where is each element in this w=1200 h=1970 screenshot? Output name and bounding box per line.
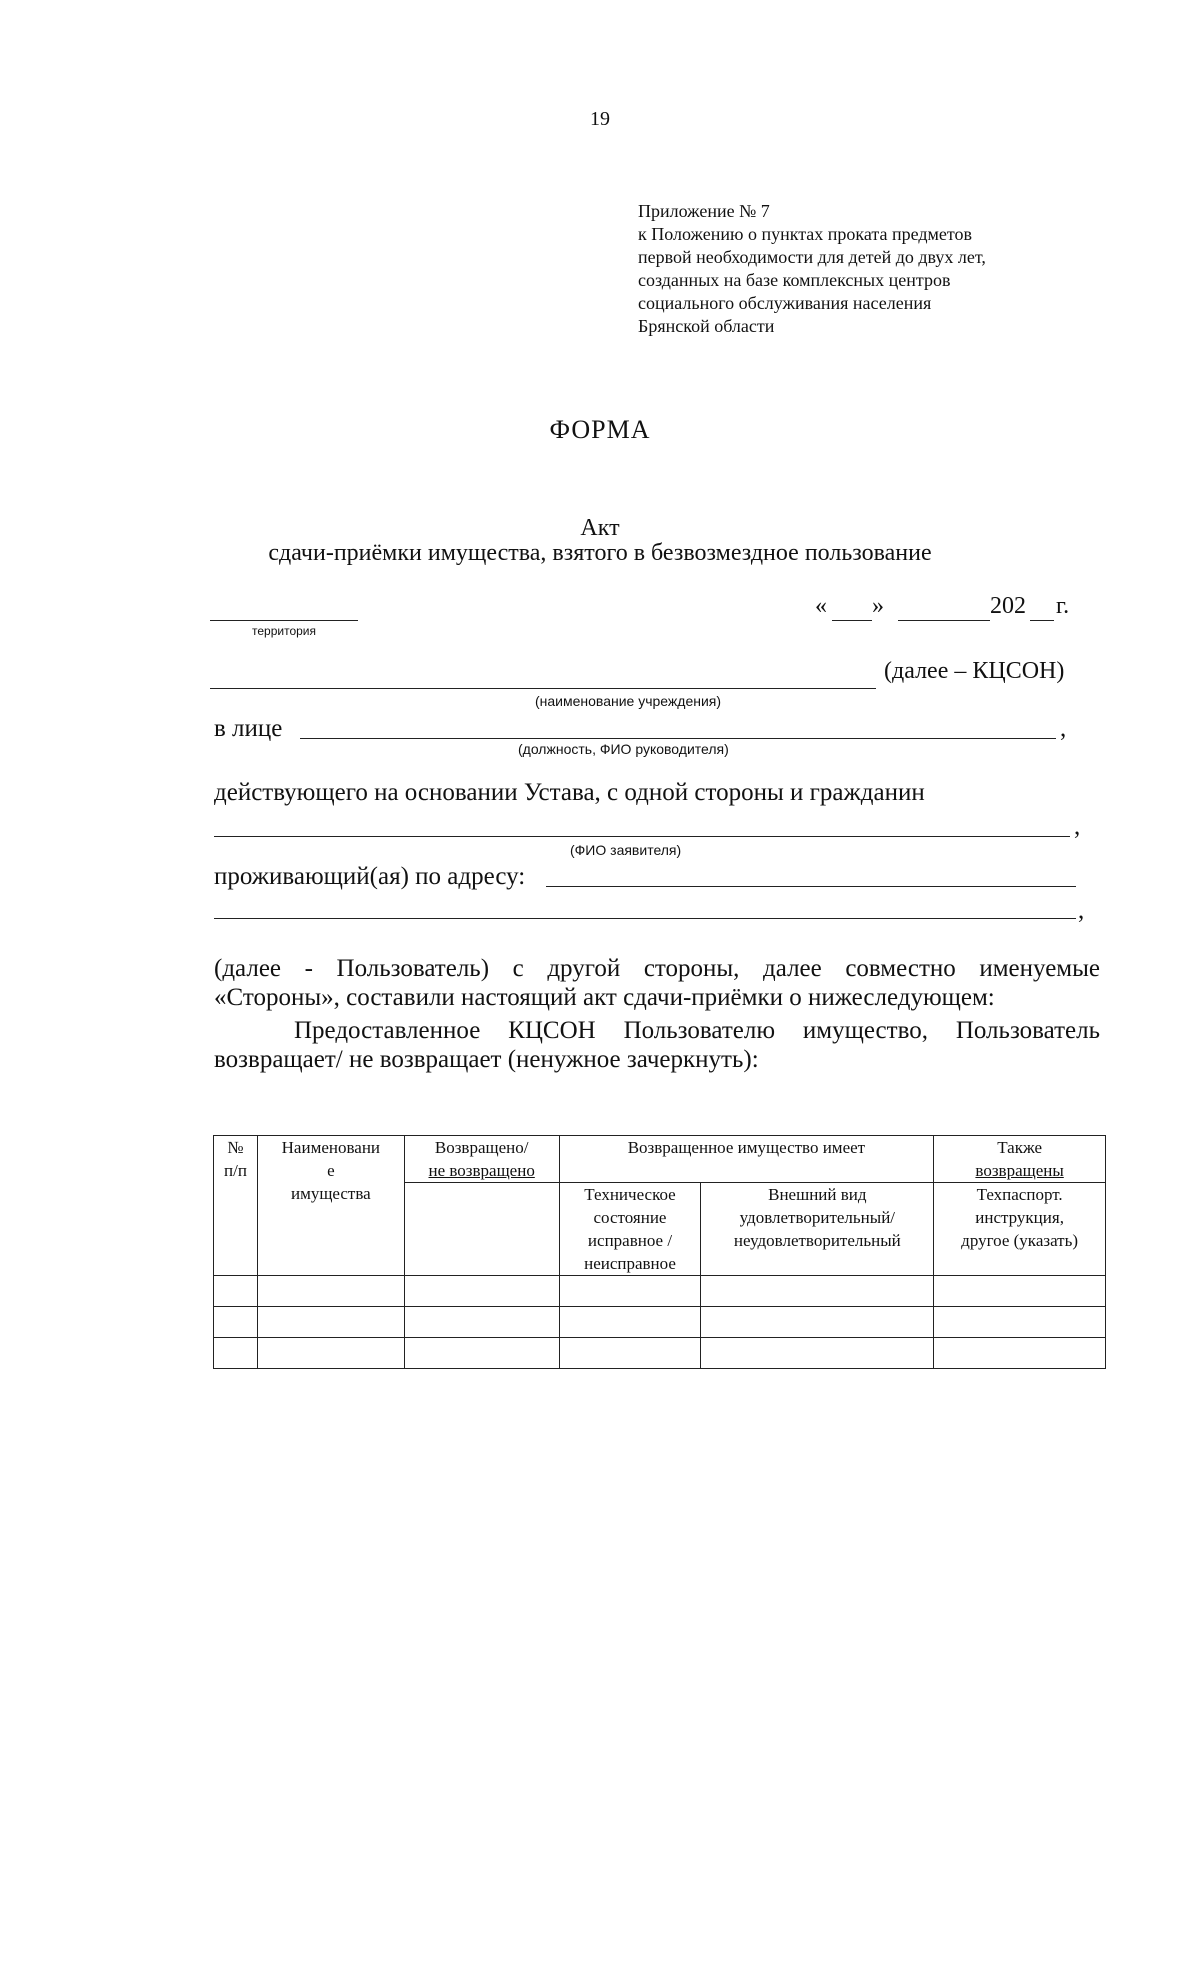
kcson-text: (далее – КЦСОН) — [884, 658, 1065, 684]
appendix-line: Приложение № 7 — [638, 201, 770, 221]
page-number: 19 — [590, 108, 610, 130]
appendix-line: Брянской области — [638, 316, 775, 336]
paragraph-1-line-2: «Стороны», составили настоящий акт сдачи-приёмки о нижеследующем: — [214, 984, 995, 1011]
date-year-line[interactable] — [1030, 620, 1054, 621]
table-row — [214, 1338, 1106, 1369]
paragraph-2-line-1: Предоставленное КЦСОН Пользователю имущество, Пользователь — [294, 1017, 1100, 1044]
address-line-2[interactable] — [214, 918, 1076, 919]
header-cell-name: Наименовани е имущества — [257, 1136, 404, 1276]
appendix-line: созданных на базе комплексных центров — [638, 270, 951, 290]
address-line[interactable] — [546, 886, 1076, 887]
appendix-line: к Положению о пунктах проката предметов — [638, 224, 973, 244]
property-table — [213, 1135, 1106, 1369]
comma: , — [1078, 897, 1085, 924]
table-header-row — [214, 1136, 1106, 1183]
header-cell-also-returned: Также возвращены — [934, 1136, 1106, 1183]
header-cell-number: № п/п — [214, 1136, 258, 1276]
appendix-block — [638, 200, 1118, 338]
table-row — [214, 1276, 1106, 1307]
comma: , — [1074, 813, 1081, 840]
header-cell-property: Возвращенное имущество имеет — [559, 1136, 934, 1183]
acting-text: действующего на основании Устава, с одной стороны и гражданин — [214, 779, 925, 806]
date-day-line[interactable] — [832, 620, 872, 621]
paragraph-2-line-2: возвращает/ не возвращает (ненужное зачеркнуть): — [214, 1046, 759, 1073]
applicant-line[interactable] — [214, 836, 1070, 837]
paragraph-1-line-1: (далее - Пользователь) с другой стороны, далее совместно именуемые — [214, 955, 1100, 982]
subheader-cell-tech-state: Техническое состояние исправное / неисправное — [559, 1183, 701, 1276]
territory-line[interactable] — [210, 620, 358, 621]
act-subtitle: сдачи-приёмки имущества, взятого в безвозмездное пользование — [268, 540, 932, 566]
subheader-cell-documents: Техпаспорт. инструкция, другое (указать) — [934, 1183, 1106, 1276]
subheader-cell-returned-empty — [404, 1183, 559, 1276]
date-year-prefix: 202 — [990, 593, 1026, 619]
position-line[interactable] — [300, 738, 1056, 739]
appendix-line: первой необходимости для детей до двух лет, — [638, 247, 986, 267]
table-row — [214, 1307, 1106, 1338]
territory-hint: территория — [252, 624, 316, 638]
date-close-quote: » — [872, 593, 884, 619]
institution-line[interactable] — [210, 688, 876, 689]
act-title: Акт — [580, 515, 620, 541]
subheader-cell-appearance: Внешний вид удовлетворительный/ неудовлетворительный — [701, 1183, 934, 1276]
position-hint: (должность, ФИО руководителя) — [518, 741, 729, 757]
header-cell-returned: Возвращено/ не возвращено — [404, 1136, 559, 1183]
form-label: ФОРМА — [549, 415, 651, 444]
applicant-hint: (ФИО заявителя) — [570, 842, 682, 858]
institution-hint: (наименование учреждения) — [535, 693, 722, 709]
appendix-line: социального обслуживания населения — [638, 293, 932, 313]
residing-label: проживающий(ая) по адресу: — [214, 863, 526, 890]
date-year-suffix: г. — [1056, 593, 1070, 619]
comma: , — [1060, 715, 1067, 742]
in-person-label: в лице — [214, 715, 283, 742]
date-month-line[interactable] — [898, 620, 990, 621]
date-open-quote: « — [815, 593, 827, 619]
